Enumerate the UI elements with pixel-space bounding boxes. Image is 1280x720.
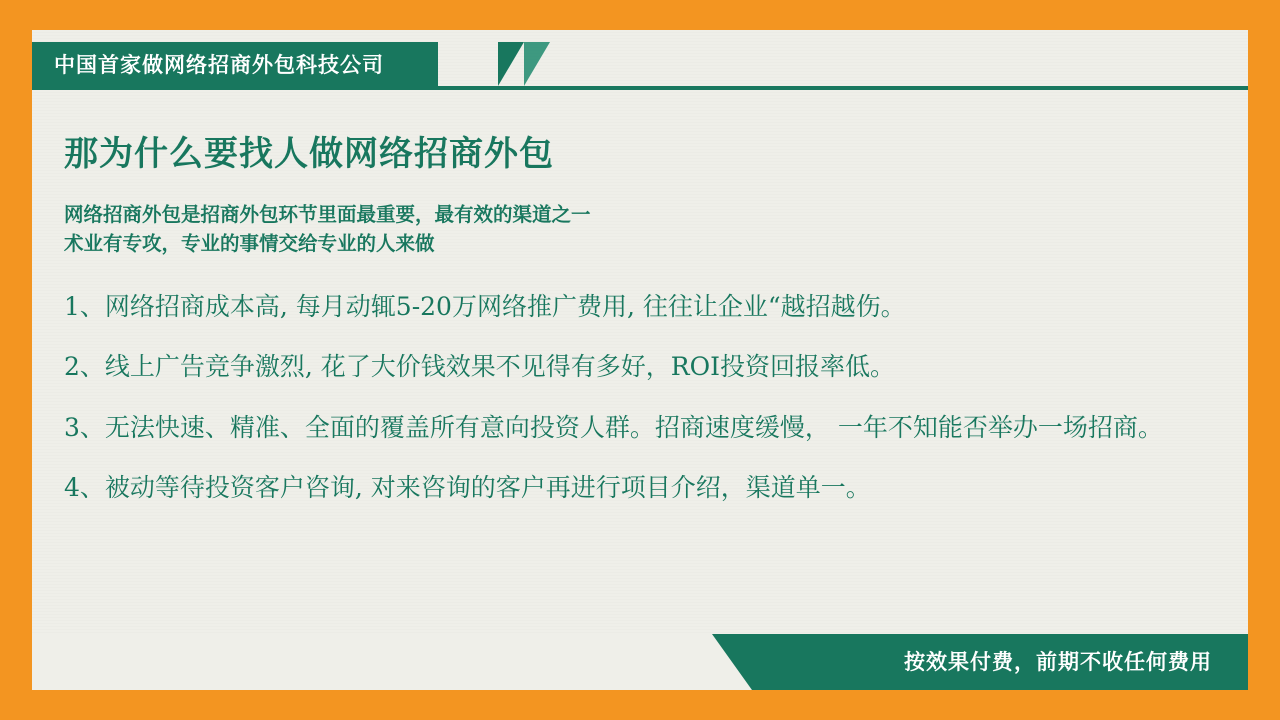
- top-banner-label: 中国首家做网络招商外包科技公司: [54, 54, 384, 77]
- slide-paper: [32, 30, 1248, 690]
- header-divider: [32, 86, 1248, 90]
- footer-label: 按效果付费，前期不收任何费用: [904, 651, 1212, 674]
- slide-content: [64, 126, 1214, 532]
- subtitle-line-1: 网络招商外包是招商外包环节里面最重要，最有效的渠道之一: [64, 204, 591, 226]
- list-item: 2、线上广告竞争激烈, 花了大价钱效果不见得有多好，ROI投资回报率低。: [64, 352, 895, 381]
- list-item: 4、被动等待投资客户咨询, 对来咨询的客户再进行项目介绍，渠道单一。: [64, 473, 871, 502]
- footer-notch-shape: [32, 634, 752, 690]
- subtitle-block: [64, 201, 1214, 260]
- subtitle-line-2: 术业有专攻，专业的事情交给专业的人来做: [64, 233, 435, 256]
- list-item: 1、网络招商成本高, 每月动辄5-20万网络推广费用, 往往让企业“越招越伤。: [64, 291, 906, 321]
- list-item: 3、无法快速、精准、全面的覆盖所有意向投资人群。招商速度缓慢， 一年不知能否举办一场招商。: [64, 412, 1163, 442]
- page-title: 那为什么要找人做网络招商外包: [64, 135, 554, 173]
- footer-bar: [32, 634, 1248, 690]
- top-banner: [32, 42, 438, 86]
- banner-accent-shape: [524, 42, 550, 86]
- points-list: [64, 290, 1214, 506]
- banner-notch-shape: [498, 42, 524, 86]
